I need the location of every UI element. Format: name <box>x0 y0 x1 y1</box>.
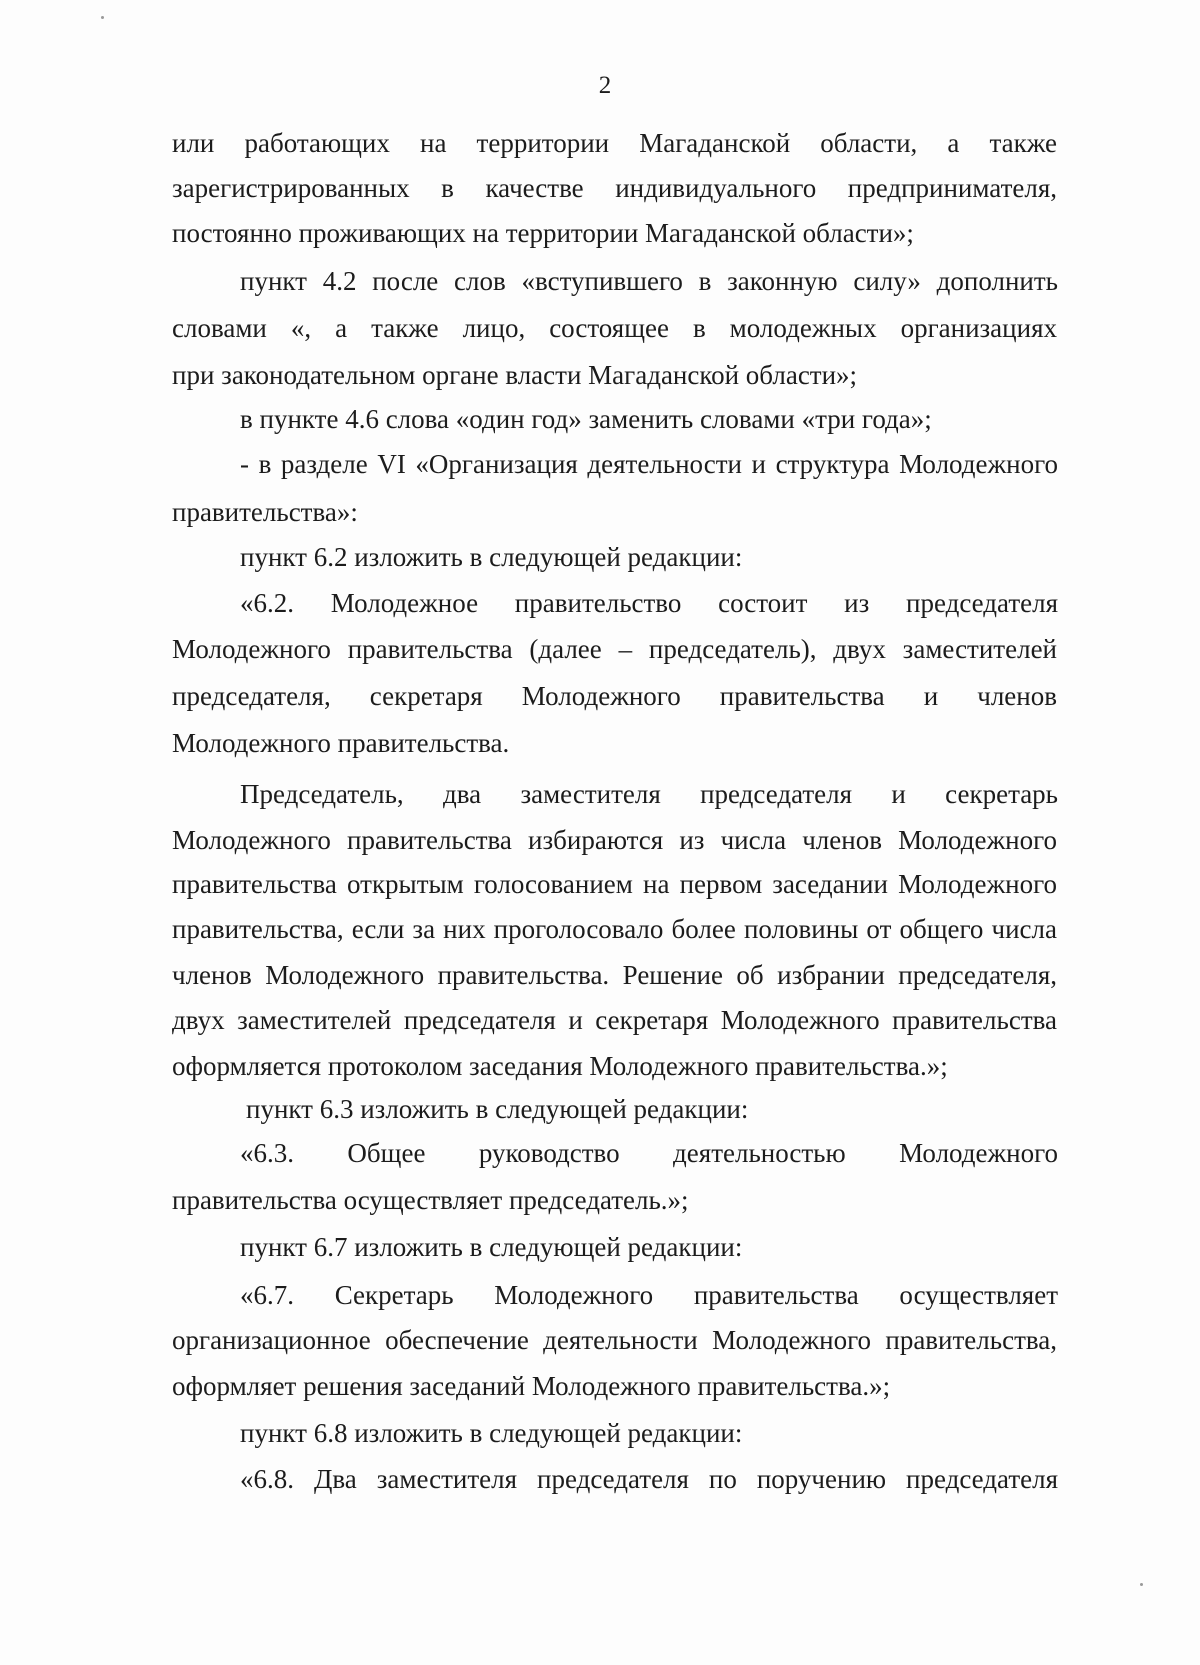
text-line: Молодежного правительства (далее – председатель), двух заместителей <box>172 634 1057 664</box>
text-line: двух заместителей председателя и секретаря Молодежного правительства <box>172 1005 1057 1035</box>
scan-speck <box>101 16 104 19</box>
text-line: пункт 6.8 изложить в следующей редакции: <box>240 1418 743 1448</box>
text-line: председателя, секретаря Молодежного правительства и членов <box>172 681 1057 711</box>
text-line: правительства открытым голосованием на первом заседании Молодежного <box>172 869 1057 899</box>
text-line: «6.8. Два заместителя председателя по поручению председателя <box>240 1464 1058 1494</box>
text-line: при законодательном органе власти Магаданской области»; <box>172 360 858 390</box>
text-line: или работающих на территории Магаданской области, а также <box>172 128 1057 158</box>
text-line: зарегистрированных в качестве индивидуального предпринимателя, <box>172 173 1057 203</box>
text-line: правительства, если за них проголосовало более половины от общего числа <box>172 914 1057 944</box>
text-line: Молодежного правительства. <box>172 728 510 758</box>
text-line: правительства»: <box>172 497 358 527</box>
page-number: 2 <box>598 72 612 99</box>
text-line: - в разделе VI «Организация деятельности и структура Молодежного <box>240 449 1058 479</box>
text-line: пункт 6.3 изложить в следующей редакции: <box>246 1094 749 1124</box>
text-line: постоянно проживающих на территории Магаданской области»; <box>172 218 914 248</box>
text-line: членов Молодежного правительства. Решение об избрании председателя, <box>172 960 1057 990</box>
text-line: «6.3. Общее руководство деятельностью Молодежного <box>240 1138 1058 1168</box>
text-line: «6.7. Секретарь Молодежного правительства осуществляет <box>240 1280 1058 1310</box>
text-line: пункт 6.7 изложить в следующей редакции: <box>240 1232 743 1262</box>
text-line: оформляется протоколом заседания Молодежного правительства.»; <box>172 1051 948 1081</box>
text-line: организационное обеспечение деятельности Молодежного правительства, <box>172 1325 1057 1355</box>
text-line: «6.2. Молодежное правительство состоит из председателя <box>240 588 1058 618</box>
text-line: пункт 6.2 изложить в следующей редакции: <box>240 542 743 572</box>
text-line: Молодежного правительства избираются из числа членов Молодежного <box>172 825 1057 855</box>
text-line: правительства осуществляет председатель.»; <box>172 1185 689 1215</box>
text-line: Председатель, два заместителя председателя и секретарь <box>240 779 1058 809</box>
scan-speck <box>1140 1583 1143 1586</box>
text-line: словами «, а также лицо, состоящее в молодежных организациях <box>172 313 1057 343</box>
text-line: оформляет решения заседаний Молодежного правительства.»; <box>172 1371 891 1401</box>
text-line: в пункте 4.6 слова «один год» заменить словами «три года»; <box>240 404 932 434</box>
text-line: пункт 4.2 после слов «вступившего в законную силу» дополнить <box>240 266 1058 296</box>
